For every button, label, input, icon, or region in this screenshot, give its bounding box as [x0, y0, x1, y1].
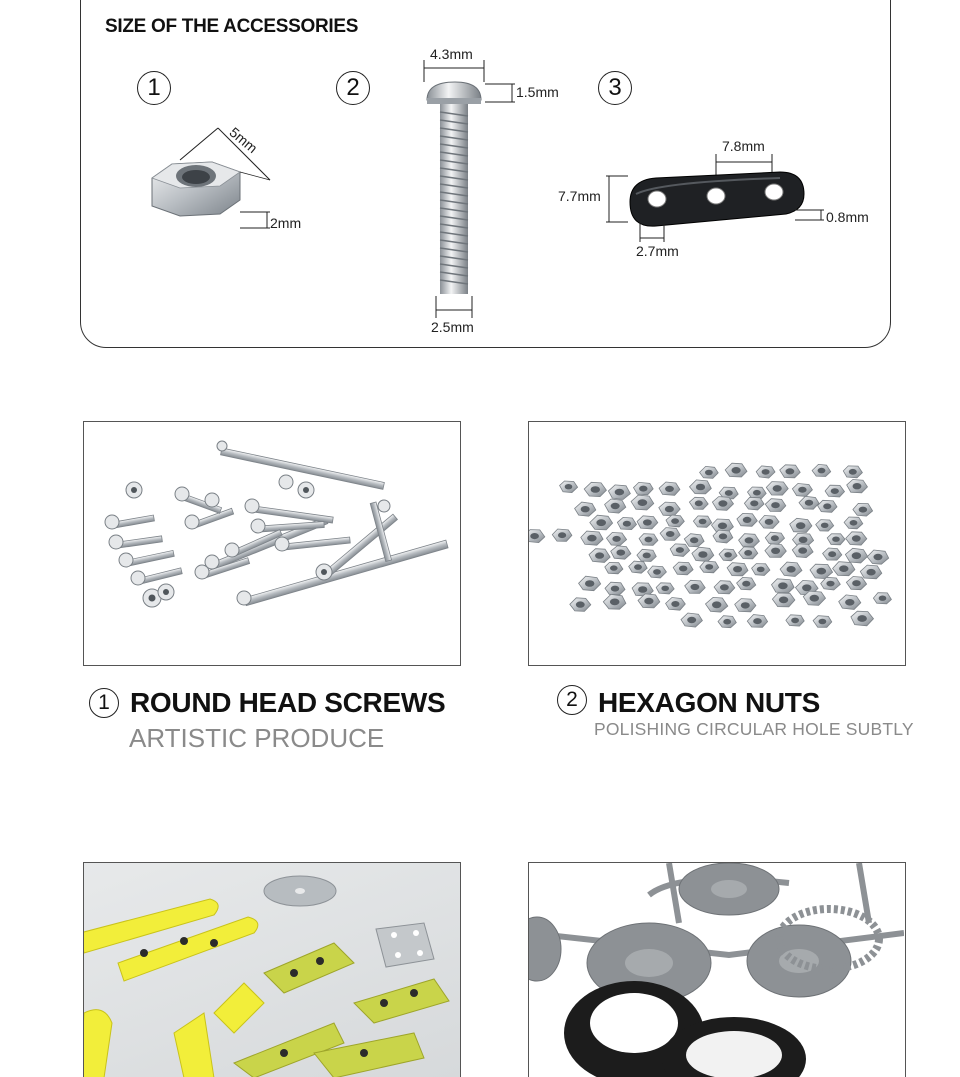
hex-nut-hole: [623, 521, 631, 527]
hex-nut-hole: [719, 533, 727, 539]
hex-nut-hole: [791, 618, 799, 624]
dim-nut-width: 5mm: [226, 123, 261, 157]
hex-nut-hole: [687, 617, 696, 623]
hex-nut-hole: [705, 564, 713, 570]
hex-nut-hole: [665, 486, 674, 492]
hex-nut-hole: [867, 569, 876, 576]
hex-nut-hole: [826, 581, 834, 587]
hex-nut-hole: [778, 582, 788, 589]
hex-nut-hole: [576, 601, 585, 607]
hex-nut-hole: [771, 502, 780, 508]
hex-nut-hole: [671, 518, 679, 524]
hex-nut-hole: [720, 584, 729, 590]
hex-nut-hole: [611, 586, 619, 592]
hex-nut-hole: [765, 519, 774, 525]
hex-nut-hole: [725, 490, 733, 496]
hex-nut-hole: [690, 537, 698, 543]
hex-nut-hole: [661, 586, 669, 591]
hex-nut-hole: [796, 522, 805, 529]
hexagon-nuts-photo: [528, 421, 906, 666]
hex-nut-hole: [857, 615, 867, 622]
item-number-3: 3: [598, 71, 632, 105]
hex-nut-hole: [771, 535, 779, 541]
wheels-illustration: [529, 863, 904, 1077]
hex-nut-hole: [810, 595, 819, 602]
hex-nut-hole: [585, 580, 594, 587]
hex-nut-hole: [874, 554, 883, 560]
hex-nut-hole: [645, 537, 653, 543]
hex-nut-hole: [639, 486, 647, 492]
hex-nut-hole: [712, 601, 721, 608]
hex-nut-hole: [773, 485, 782, 492]
caption-number-2: 2: [557, 685, 587, 715]
hex-nut-hole: [849, 469, 857, 475]
hex-nut-hole: [653, 569, 661, 575]
caption-subtitle-nuts: POLISHING CIRCULAR HOLE SUBTLY: [594, 719, 914, 739]
dim-strip-width: 7.7mm: [558, 188, 601, 204]
hex-nut-hole: [771, 548, 780, 554]
hex-nut-hole: [724, 552, 732, 557]
hex-nut-image: [140, 120, 290, 240]
hex-nut-hole: [611, 503, 620, 509]
round-head-screws-photo: [83, 421, 461, 666]
hex-nut-hole: [853, 483, 862, 489]
hex-nut-hole: [671, 601, 679, 607]
wheels-photo: [528, 862, 906, 1077]
hex-nut-hole: [745, 537, 754, 543]
hex-nut-hole: [859, 507, 867, 513]
hex-nut-hole: [852, 535, 861, 541]
hex-nut-hole: [742, 581, 750, 587]
nuts-illustration: [529, 422, 904, 664]
hex-nut-hole: [617, 550, 626, 556]
hex-nut-hole: [612, 536, 620, 542]
hex-nut-hole: [757, 567, 765, 573]
hex-nut-hole: [831, 488, 839, 494]
dim-screw-head-diameter: 4.3mm: [430, 46, 473, 62]
hex-nut-hole: [802, 584, 811, 591]
hex-nut-hole: [698, 551, 707, 558]
hex-nut-hole: [798, 547, 807, 553]
dim-screw-shaft-diameter: 2.5mm: [431, 319, 474, 335]
hex-nut-hole: [819, 619, 827, 625]
hex-nut-hole: [638, 586, 647, 593]
hex-nut-hole: [610, 599, 620, 606]
hex-nut-hole: [799, 537, 808, 543]
hex-nut-hole: [818, 468, 826, 474]
hex-nut-hole: [839, 565, 848, 572]
hex-nut-hole: [610, 565, 618, 570]
item-number-2: 2: [336, 71, 370, 105]
hex-nut-hole: [821, 523, 829, 528]
hex-nut-hole: [643, 519, 652, 525]
hex-nut-hole: [779, 597, 788, 604]
hex-nut-hole: [696, 484, 705, 491]
dim-strip-hole-spacing: 7.8mm: [722, 138, 765, 154]
hex-nut-hole: [845, 599, 854, 606]
hex-nut-hole: [691, 584, 700, 590]
hex-nut-hole: [798, 487, 806, 493]
screw-image: [415, 60, 525, 320]
hex-nut-hole: [565, 484, 573, 489]
hex-nut-hole: [787, 566, 796, 573]
hex-nut-hole: [786, 468, 795, 474]
metal-strip-image: [600, 150, 830, 260]
hex-nut-hole: [705, 470, 713, 476]
hex-nut-hole: [850, 520, 858, 526]
hex-nut-hole: [823, 503, 831, 509]
caption-subtitle-screws: ARTISTIC PRODUCE: [129, 723, 385, 753]
hex-nut-hole: [581, 506, 590, 512]
hex-nut-hole: [723, 619, 731, 625]
hex-nut-hole: [817, 568, 827, 575]
hex-nut-hole: [733, 566, 742, 572]
dim-nut-thickness: 2mm: [270, 215, 302, 231]
hex-nut-hole: [695, 500, 703, 506]
hex-nut-hole: [832, 537, 840, 542]
screws-illustration: [84, 422, 459, 664]
hex-nut-hole: [743, 517, 752, 523]
caption-title-nuts: HEXAGON NUTS: [598, 687, 820, 718]
brackets-illustration: [84, 863, 459, 1077]
dim-screw-head-height: 1.5mm: [516, 84, 559, 100]
hex-nut-hole: [852, 552, 861, 559]
hex-nut-hole: [879, 596, 887, 601]
spec-title: SIZE OF THE ACCESSORIES: [105, 16, 359, 37]
hex-nut-hole: [615, 489, 624, 496]
hex-nut-hole: [699, 519, 707, 525]
brackets-photo: [83, 862, 461, 1077]
hex-nut-hole: [852, 580, 861, 586]
hex-nut-hole: [732, 467, 741, 474]
caption-number-1: 1: [89, 688, 119, 718]
hex-nut-hole: [750, 500, 758, 506]
hex-nut-hole: [805, 500, 813, 506]
hex-nut-hole: [558, 532, 566, 538]
hex-nut-hole: [638, 499, 648, 506]
hex-nut-hole: [744, 550, 752, 556]
item-number-1: 1: [137, 71, 171, 105]
dim-strip-hole-diameter: 2.7mm: [636, 243, 679, 259]
hex-nut-hole: [762, 469, 770, 475]
hex-nut-hole: [753, 490, 761, 496]
hex-nut-hole: [595, 552, 604, 558]
hex-nut-hole: [643, 553, 651, 559]
hex-nut-hole: [665, 506, 674, 512]
hex-nut-hole: [676, 547, 684, 553]
hex-nut-hole: [587, 535, 596, 542]
hex-nut-hole: [634, 564, 642, 570]
hex-nut-hole: [679, 566, 687, 572]
hex-nut-hole: [718, 500, 727, 506]
dim-strip-thickness: 0.8mm: [826, 209, 869, 225]
hex-nut-hole: [741, 602, 750, 608]
hex-nut-hole: [596, 519, 606, 526]
hex-nut-hole: [718, 523, 727, 530]
hex-nut-hole: [753, 618, 762, 624]
hex-nut-hole: [591, 486, 600, 493]
caption-title-screws: ROUND HEAD SCREWS: [130, 687, 446, 718]
hex-nut-hole: [530, 533, 539, 539]
hex-nut-hole: [644, 598, 653, 605]
hex-nut-hole: [666, 531, 675, 537]
hex-nut-hole: [828, 551, 836, 557]
